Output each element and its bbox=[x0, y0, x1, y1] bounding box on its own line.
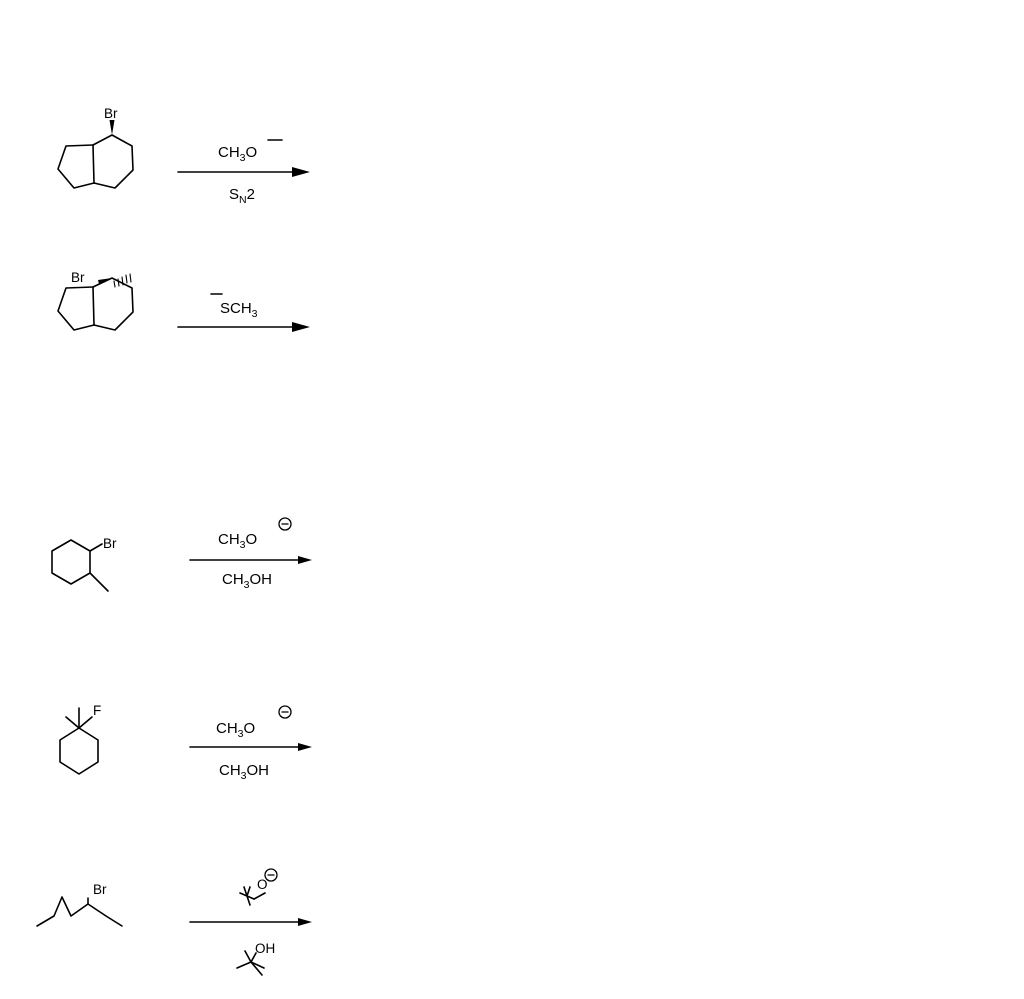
condition-3: $CH_3OH$ bbox=[222, 571, 273, 591]
substituent-5: Br bbox=[93, 882, 107, 897]
reagent-2: $SCH_3$ bbox=[220, 300, 258, 320]
solvent-atom-5: OH bbox=[255, 941, 276, 956]
reagent-1: $CH_3O$ bbox=[218, 144, 258, 164]
reagent-3: $CH_3O$ bbox=[218, 531, 258, 551]
substituent-4: F bbox=[93, 703, 102, 718]
substituent-1: Br bbox=[104, 106, 118, 121]
condition-1: $S_N2$ bbox=[229, 186, 255, 206]
reagent-atom-5: O bbox=[257, 877, 268, 892]
reagent-4: $CH_3O$ bbox=[216, 720, 256, 740]
condition-4: $CH_3OH$ bbox=[219, 762, 270, 782]
substituent-3: Br bbox=[103, 536, 117, 551]
substituent-2: Br bbox=[71, 270, 85, 285]
